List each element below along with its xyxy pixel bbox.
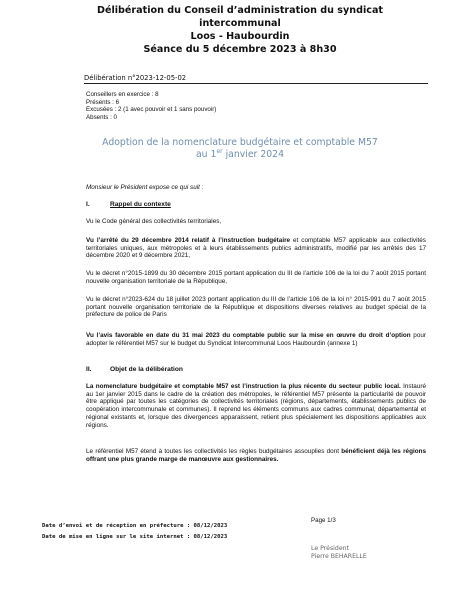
attendance-counts	[86, 91, 216, 121]
signature-role: Le Président	[311, 545, 349, 552]
section-2-label: Objet de la délibération	[110, 366, 183, 373]
section-1-label: Rappel du contexte	[110, 201, 171, 208]
count-absents: Absents : 0	[86, 113, 117, 121]
title-line-1: Adoption de la nomenclature budgétaire et comptable M57	[102, 137, 378, 148]
section-2-number: II.	[86, 366, 92, 373]
paragraph-code: Vu le Code général des collectivités territoriales,	[86, 218, 222, 225]
signature-name: Pierre BEHARELLE	[311, 553, 367, 560]
count-excuses: Excusées : 2 (1 avec pouvoir et 1 sans pouvoir)	[86, 106, 217, 114]
count-presents: Présents : 6	[86, 98, 120, 106]
document-header	[60, 4, 420, 56]
paragraph-decret-2015: Vu le décret n°2015-1899 du 30 décembre 2015 portant application du III de l’article 106 de la loi du 7 août 2015 portant nouvelle organisation territoriale de la République,	[86, 270, 426, 285]
intro-text: Monsieur le Président expose ce qui suit :	[86, 184, 204, 191]
header-line-3: Séance du 5 décembre 2023 à 8h30	[143, 44, 337, 55]
page-number: Page 1/3	[311, 517, 336, 524]
paragraph-decret-2023: Vu le décret n°2023-624 du 18 juillet 2023 portant application du III de l’article 106 de la loi n° 2015-991 du 7 août 2015 portant nouvelle organisation territoriale de la République et dispositions diverses relatives au budget spécial de la préfecture de police de Paris	[86, 296, 426, 319]
paragraph-avis: Vu l’avis favorable en date du 31 mai 2023 du comptable public sur la mise en œuvre du droit d’option pour adopter le référentiel M57 sur le budget du Syndicat Intercommunal Loos Haubourdin (annexe 1)	[86, 332, 427, 347]
section-2-heading	[86, 366, 183, 373]
date-mise-en-ligne: Date de mise en ligne sur le site internet : 08/12/2023	[42, 534, 228, 540]
header-line-1: Délibération du Conseil d’administration du syndicat intercommunal	[96, 5, 384, 29]
deliberation-title	[60, 137, 420, 161]
section-1-heading	[86, 201, 171, 208]
date-envoi-prefecture: Date d’envoi et de réception en préfecture : 08/12/2023	[42, 523, 228, 529]
header-line-2: Loos - Haubourdin	[190, 31, 290, 42]
section-1-number: I.	[86, 201, 90, 208]
paragraph-referentiel: Le référentiel M57 étend à toutes les collectivités les règles budgétaires assouplies dont bénéficient déjà les régions offrant une plus grande marge de manœuvre aux gestionnaires.	[86, 448, 427, 463]
deliberation-reference: Délibération n°2023-12-05-02	[84, 74, 428, 84]
count-exercice: Conseillers en exercice : 8	[86, 91, 159, 98]
paragraph-nomenclature: La nomenclature budgétaire et comptable M57 est l’instruction la plus récente du secteur public local. Instauré au 1er janvier 2015 dans le cadre de la création des métropoles, le référentiel M57 présente la particularité de pouvoir être appliqué par toutes les catégories de collectivités territoriales (régions, départements, établissements publics de coopération intercommunale et communes). Il reprend les éléments communs aux cadres communal, départemental et régional existants et, lorsque des divergences apparaissent, retient plus spécialement les dispositions applicables aux régions.	[86, 383, 426, 429]
paragraph-arrete: Vu l’arrêté du 29 décembre 2014 relatif à l’instruction budgétaire et comptable M57 applicable aux collectivités territoriales uniques, aux métropoles et à leurs établissements publics administratifs, modifié par les arrêtés des 17 décembre 2020 et 9 décembre 2021,	[86, 237, 426, 260]
title-line-2: au 1er janvier 2024	[195, 147, 284, 160]
signature-block	[311, 545, 367, 561]
